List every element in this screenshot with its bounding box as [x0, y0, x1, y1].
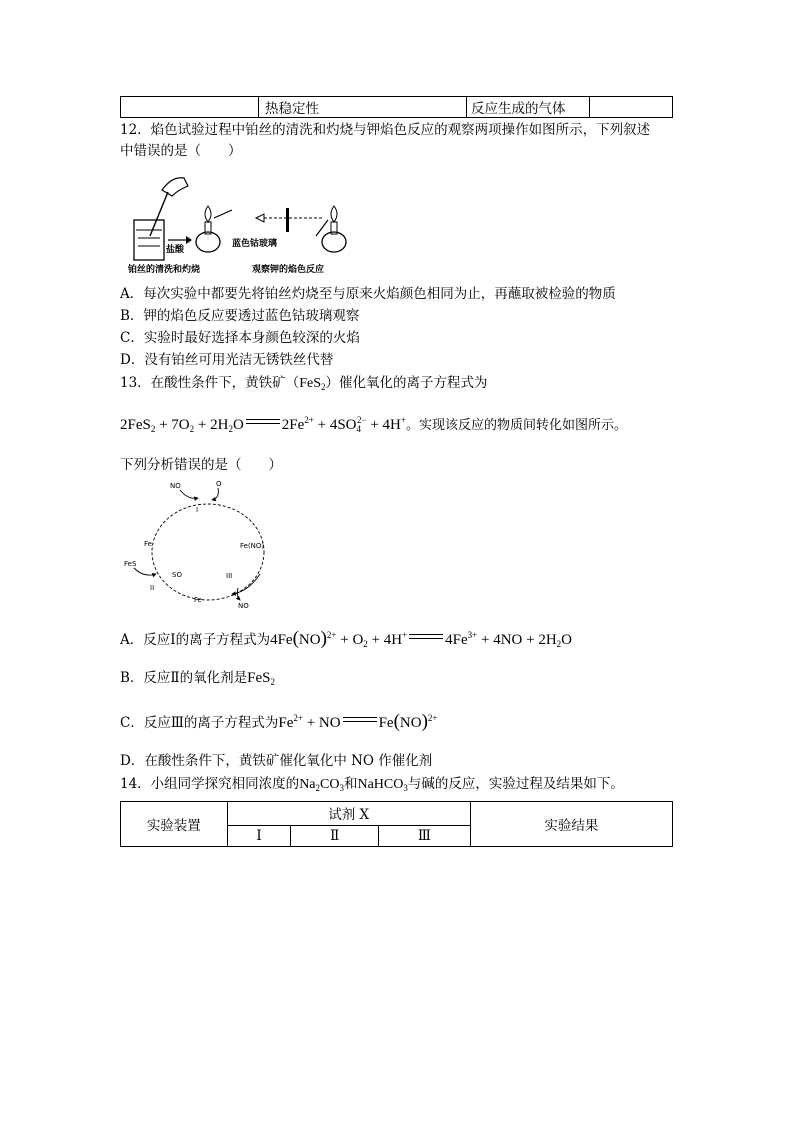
q12-stem-line1: 12．焰色试验过程中铂丝的清洗和灼烧与钾焰色反应的观察两项操作如图所示，下列叙述: [120, 122, 651, 138]
q14-col-reagent: 试剂 X: [227, 802, 470, 826]
diag-feno: Fe(NO): [240, 542, 265, 550]
q12-option-b: B．钾的焰色反应要透过蓝色钴玻璃观察: [120, 308, 360, 324]
q13-stem-pre: 13．在酸性条件下，黄铁矿（: [120, 375, 300, 391]
q12-stem-line2: 中错误的是（ ）: [120, 143, 242, 159]
q14-table: [120, 801, 673, 847]
q13-stem-line1: [120, 373, 487, 397]
q13-option-a: A．反应Ⅰ的离子方程式为$4Fe(NO)^{2+} + O_2 + 4H^+$ $4Fe^{3+} + 4NO + 2H_2O$: [120, 628, 573, 649]
top-table: [120, 96, 673, 118]
diag-roman-2: II: [150, 584, 155, 592]
q14-col-result: 实验结果: [470, 802, 672, 847]
q12-option-c: C．实验时最好选择本身颜色较深的火焰: [120, 330, 360, 346]
q13-option-b: B．反应Ⅱ的氧化剂是FeS$_2$: [120, 670, 275, 687]
diag-roman-3: III: [226, 572, 233, 580]
diag-fe3: Fe: [144, 540, 152, 548]
q13-option-d: D．在酸性条件下，黄铁矿催化氧化中 NO 作催化剂: [120, 753, 433, 769]
diag-no-top: NO: [170, 482, 181, 490]
fes2-formula: FeS$_2$: [299, 376, 326, 392]
caption-right: 观察钾的焰色反应: [252, 265, 325, 275]
q13-cycle-diagram: [120, 476, 280, 610]
q12-option-a: A．每次实验中都要先将铂丝灼烧至与原来火焰颜色相同为止，再蘸取被检验的物质: [120, 286, 616, 302]
q13-stem-line3: 下列分析错误的是（ ）: [120, 457, 282, 473]
q12-option-d: D．没有铂丝可用光洁无锈铁丝代替: [120, 352, 334, 368]
q14-sub-1: Ⅰ: [227, 825, 291, 846]
diag-roman-1: I: [196, 506, 199, 514]
q14-stem: 14．小组同学探究相同浓度的$Na_2CO_3$和NaHCO$_3$与碱的反应，实验过程及结果如下。: [120, 776, 624, 793]
label-hcl: 盐酸: [166, 245, 185, 255]
q14-col-device: 实验装置: [121, 802, 228, 847]
q12-flame-test-figure: [128, 170, 368, 280]
diag-so4: SO: [172, 571, 182, 579]
diag-fes2: FeS: [124, 560, 137, 568]
top-table-cell: 反应生成的气体: [467, 97, 590, 118]
q13-stem-post: ）催化氧化的离子方程式为: [325, 375, 488, 391]
caption-left: 铂丝的清洗和灼烧: [128, 265, 201, 275]
q13-option-c: C．反应Ⅲ的离子方程式为$Fe^{2+}$ + NO Fe(NO)$^{2+}$: [120, 711, 438, 732]
top-table-cell: [590, 97, 673, 118]
top-table-cell: [121, 97, 259, 118]
diag-no-bottom: NO: [238, 602, 249, 610]
diag-fe2: Fe: [194, 596, 202, 604]
q14-sub-2: Ⅱ: [291, 825, 379, 846]
q13-eq-tail: 。实现该反应的物质间转化如图所示。: [405, 418, 627, 433]
top-table-cell: 热稳定性: [259, 97, 467, 118]
label-cobalt-glass: 蓝色钴玻璃: [232, 239, 278, 249]
q14-sub-3: Ⅲ: [379, 825, 471, 846]
q13-equation: $2FeS_2 + 7O_2 + 2H_2O$ $2Fe^{2+} + 4SO_4^{2-} + 4H^+$。实现该反应的物质间转化如图所示。: [120, 415, 627, 434]
diag-o2: O: [216, 480, 222, 488]
